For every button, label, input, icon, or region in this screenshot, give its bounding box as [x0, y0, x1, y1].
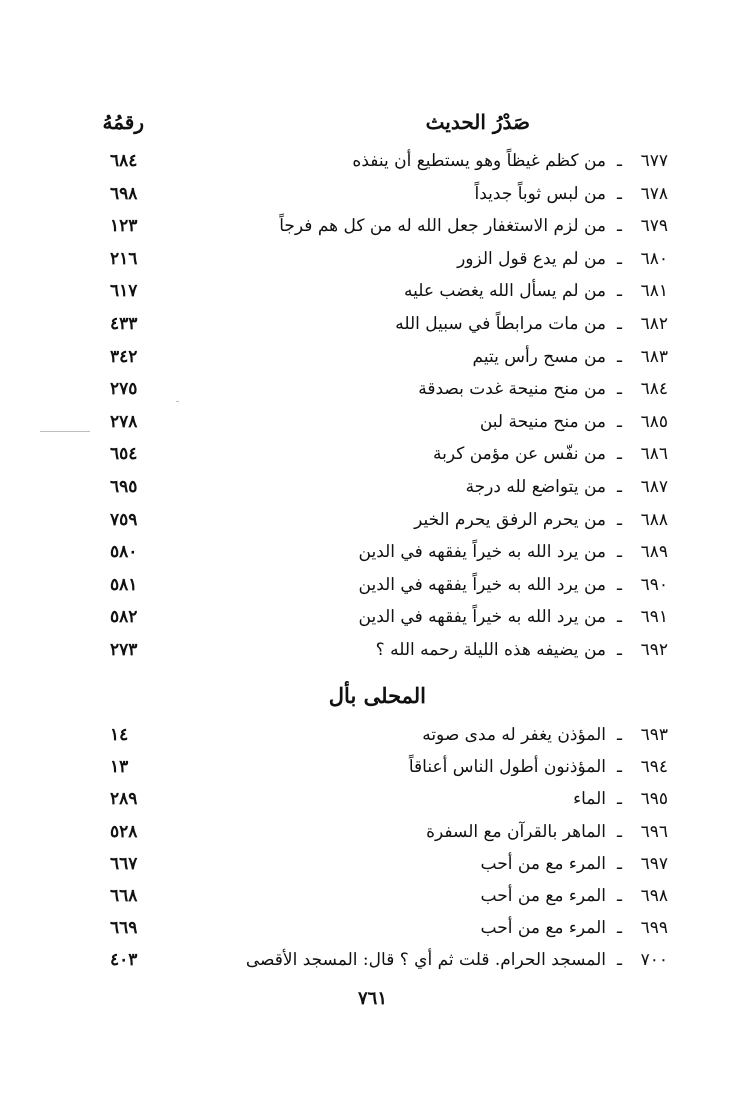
page-number: ٧٦١ [358, 988, 388, 1009]
index-entry [0, 343, 752, 371]
entry-dash: ـ [617, 346, 622, 367]
entry-number: ٦٨٢ [640, 314, 668, 334]
entry-dash: ـ [617, 411, 622, 432]
index-entry [0, 818, 752, 846]
entry-dash: ـ [617, 789, 622, 810]
entry-dash: ـ [617, 918, 622, 939]
entry-dash: ـ [617, 725, 622, 745]
entry-dash: ـ [617, 509, 622, 530]
entry-number: ٦٨٨ [640, 509, 668, 530]
entry-text: من يرد الله به خيراً يفقهه في الدين [358, 574, 606, 595]
index-entry [0, 375, 752, 403]
entry-dash: ـ [617, 607, 622, 628]
index-entry [0, 785, 752, 813]
entry-reference: ٦٦٧ [110, 853, 138, 874]
index-entry [0, 721, 752, 749]
entry-number: ٦٨٧ [640, 477, 668, 497]
entry-text: من منح منيحة لبن [479, 411, 606, 432]
entry-number: ٦٨٥ [640, 411, 668, 432]
entry-number: ٦٩٦ [640, 821, 668, 842]
entry-number: ٦٩٢ [640, 640, 668, 660]
entry-text: الماهر بالقرآن مع السفرة [426, 821, 606, 842]
index-entry [0, 473, 752, 501]
entry-text: من يرد الله به خيراً يفقهه في الدين [358, 607, 606, 628]
index-entry [0, 506, 752, 534]
entry-text: من مات مرابطاً في سبيل الله [395, 314, 606, 334]
section-title: المحلى بأل [328, 683, 426, 708]
entry-reference: ٦٨٤ [110, 151, 138, 171]
entry-number: ٦٩٣ [640, 725, 668, 745]
index-entry [0, 914, 752, 942]
entry-reference: ٦٦٨ [110, 886, 138, 906]
entry-dash: ـ [617, 379, 622, 400]
entry-dash: ـ [617, 640, 622, 660]
entry-reference: ٢٧٣ [110, 640, 138, 660]
index-entry [0, 753, 752, 781]
entry-text: من يتواضع لله درجة [465, 477, 606, 497]
entry-reference: ٥٢٨ [110, 821, 138, 842]
entry-number: ٦٨٦ [640, 444, 668, 465]
entry-number: ٦٨١ [640, 281, 668, 302]
entry-dash: ـ [617, 757, 622, 778]
entry-reference: ٢١٦ [110, 248, 138, 269]
entry-text: من نفّس عن مؤمن كربة [432, 444, 606, 465]
entry-dash: ـ [617, 314, 622, 334]
entry-reference: ٣٤٢ [110, 346, 138, 367]
entry-number: ٦٨٣ [640, 346, 668, 367]
index-entry [0, 212, 752, 240]
entry-number: ٦٩٩ [640, 918, 668, 939]
entry-reference: ٢٧٥ [110, 379, 138, 400]
entry-dash: ـ [617, 281, 622, 302]
entry-reference: ٧٥٩ [110, 509, 138, 530]
entry-reference: ٥٨١ [110, 574, 138, 595]
entry-text: المرء مع من أحب [480, 853, 606, 874]
entry-text: من لزم الاستغفار جعل الله له من كل هم فرجاً [279, 216, 606, 237]
entry-reference: ١٣ [110, 757, 129, 778]
entry-text: الماء [573, 789, 606, 810]
entry-reference: ٦٦٩ [110, 918, 138, 939]
entry-number: ٦٨٩ [640, 542, 668, 563]
entry-dash: ـ [617, 183, 622, 204]
entry-dash: ـ [617, 444, 622, 465]
entry-number: ٦٧٧ [640, 151, 668, 171]
entry-dash: ـ [617, 542, 622, 563]
entry-dash: ـ [617, 950, 622, 971]
entry-dash: ـ [617, 477, 622, 497]
column-header-hadith-beginning: صَدْرُ الحديث [425, 110, 530, 134]
index-entry [0, 571, 752, 599]
entry-reference: ١٢٣ [110, 216, 138, 237]
index-entry [0, 277, 752, 305]
entry-text: المؤذن يغفر له مدى صوته [422, 725, 606, 745]
entry-number: ٦٧٨ [640, 183, 668, 204]
index-entry [0, 946, 752, 974]
entry-reference: ٥٨٢ [110, 607, 138, 628]
entry-text: المسجد الحرام. قلت ثم أي ؟ قال: المسجد الأقصى [245, 950, 606, 971]
entry-number: ٦٩٥ [640, 789, 668, 810]
entry-reference: ٥٨٠ [110, 542, 138, 563]
index-entry [0, 310, 752, 338]
column-header-reference-number: رقمُهُ [102, 110, 144, 134]
entry-text: من منح منيحة غدت بصدقة [418, 379, 606, 400]
entry-dash: ـ [617, 886, 622, 906]
index-entry [0, 603, 752, 631]
entry-dash: ـ [617, 574, 622, 595]
entry-reference: ١٤ [110, 725, 129, 745]
entry-text: من يضيفه هذه الليلة رحمه الله ؟ [375, 640, 606, 660]
entry-reference: ٢٨٩ [110, 789, 138, 810]
entry-dash: ـ [617, 248, 622, 269]
entry-text: من مسح رأس يتيم [472, 346, 606, 367]
entry-reference: ٦٩٥ [110, 477, 138, 497]
entry-dash: ـ [617, 151, 622, 171]
index-entry [0, 408, 752, 436]
entry-reference: ٦٩٨ [110, 183, 138, 204]
entry-number: ٦٨٠ [640, 248, 668, 269]
entry-dash: ـ [617, 853, 622, 874]
index-entry [0, 440, 752, 468]
entry-text: من لم يدع قول الزور [457, 248, 606, 269]
entry-dash: ـ [617, 216, 622, 237]
entry-text: من لم يسأل الله يغضب عليه [403, 281, 606, 302]
entry-number: ٦٧٩ [640, 216, 668, 237]
entry-reference: ٦٥٤ [110, 444, 138, 465]
scan-speck [40, 431, 90, 432]
entry-text: المؤذنون أطول الناس أعناقاً [408, 757, 606, 778]
index-entry [0, 636, 752, 664]
entry-number: ٦٩٧ [640, 853, 668, 874]
index-entry [0, 180, 752, 208]
entry-text: من لبس ثوباً جديداً [474, 183, 606, 204]
scan-speck [176, 401, 179, 402]
entry-dash: ـ [617, 821, 622, 842]
entry-text: من يحرم الرفق يحرم الخير [414, 509, 606, 530]
entry-reference: ٤٣٣ [110, 314, 138, 334]
entry-number: ٦٩٤ [640, 757, 668, 778]
entry-number: ٦٨٤ [640, 379, 668, 400]
entry-reference: ٤٠٣ [110, 950, 138, 971]
entry-text: من يرد الله به خيراً يفقهه في الدين [358, 542, 606, 563]
entry-number: ٧٠٠ [640, 950, 668, 971]
index-entry [0, 245, 752, 273]
entry-number: ٦٩٠ [640, 574, 668, 595]
index-entry [0, 538, 752, 566]
entry-text: من كظم غيظاً وهو يستطيع أن ينفذه [352, 151, 606, 171]
entry-text: المرء مع من أحب [480, 886, 606, 906]
entry-number: ٦٩٨ [640, 886, 668, 906]
index-entry [0, 882, 752, 910]
entry-number: ٦٩١ [640, 607, 668, 628]
entry-reference: ٦١٧ [110, 281, 138, 302]
index-entry [0, 147, 752, 175]
entry-text: المرء مع من أحب [480, 918, 606, 939]
entry-reference: ٢٧٨ [110, 411, 138, 432]
index-entry [0, 850, 752, 878]
